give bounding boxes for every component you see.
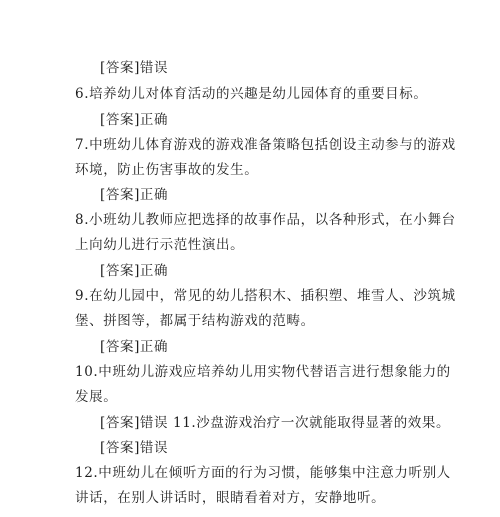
question-line: 讲话，在别人讲话时，眼睛看着对方，安静地听。 bbox=[75, 490, 386, 506]
answer-line: [答案]错误 bbox=[100, 60, 169, 76]
answer-line: [答案]正确 bbox=[100, 263, 169, 279]
question-line: 上向幼儿进行示范性演出。 bbox=[75, 237, 245, 253]
question-line: 8.小班幼儿教师应把选择的故事作品，以各种形式，在小舞台 bbox=[75, 212, 456, 228]
question-line: 环境，防止伤害事故的发生。 bbox=[75, 162, 259, 178]
answer-line: [答案]错误 11.沙盘游戏治疗一次就能取得显著的效果。 bbox=[100, 415, 451, 431]
question-line: 7.中班幼儿体育游戏的游戏准备策略包括创设主动参与的游戏 bbox=[75, 137, 456, 153]
question-line: 9.在幼儿园中，常见的幼儿搭积木、插积塑、堆雪人、沙筑城 bbox=[75, 288, 456, 304]
question-line: 12.中班幼儿在倾听方面的行为习惯，能够集中注意力听别人 bbox=[75, 465, 451, 481]
answer-line: [答案]正确 bbox=[100, 339, 169, 355]
question-line: 6.培养幼儿对体育活动的兴趣是幼儿园体育的重要目标。 bbox=[75, 86, 428, 102]
question-line: 发展。 bbox=[75, 389, 118, 405]
answer-line: [答案]正确 bbox=[100, 112, 169, 128]
question-line: 堡、拼图等，都属于结构游戏的范畴。 bbox=[75, 313, 315, 329]
answer-line: [答案]正确 bbox=[100, 187, 169, 203]
question-line: 10.中班幼儿游戏应培养幼儿用实物代替语言进行想象能力的 bbox=[75, 364, 451, 380]
answer-line: [答案]错误 bbox=[100, 440, 169, 456]
